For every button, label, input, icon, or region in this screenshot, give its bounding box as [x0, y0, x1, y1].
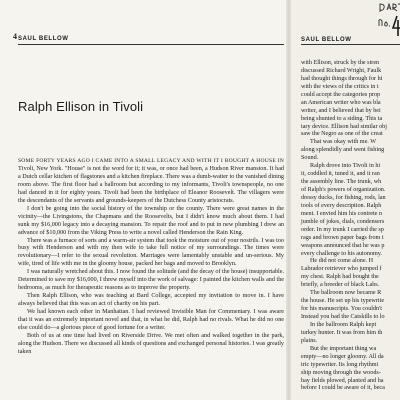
- body-text: [18, 158, 284, 357]
- text-line: That was okay with me. W: [310, 139, 377, 146]
- paragraph: We had known each other in Manhattan. I had reviewed Invisible Man for Commentary. I was aware that it was an extremely important novel and that, in what he did, Ralph had no rivals. What he did no one else could do—a glorious piece of good fortune for a writer.: [18, 309, 284, 332]
- text-line: it, coddled it, tuned it, and it ran: [301, 171, 380, 178]
- text-line: In the ballroom Ralph kept: [310, 321, 377, 328]
- paragraph: Both of us at one time had lived on Riverside Drive. We met often and walked together in the park, along the Hudson. There we discussed all kinds of questions and exchanged personal histories. I was greatly taken: [18, 332, 284, 355]
- paragraph: I don't be going into the social history of the township or the county. There were great names in the vicinity—the Livingstons, the Chapmans and the Roosevelts, but I didn't know much about them. I had sunk my $16,000 legacy into a decaying mansion. To repair the roof and to put in new plumbing I drew an advance of $10,000 from the Viking Press to write a novel called Henderson the Rain King.: [18, 205, 284, 236]
- text-line: order. In my trunk I carried the sp: [301, 226, 384, 233]
- text-line: writer, and I believed that by bei: [301, 107, 381, 114]
- paragraph: Then Ralph Ellison, who was teaching at Bard College, accepted my invitation to move in. I have always believed that this was an act of charity on his part.: [18, 293, 284, 308]
- text-line: He did not come alone. H: [310, 258, 374, 265]
- text-line: Sound.: [301, 155, 319, 162]
- text-line: ship moving through the woods-: [301, 369, 381, 376]
- text-line: being shunted to a siding. This ta: [301, 115, 383, 122]
- text-line: empty—no longer gloomy. All da: [301, 353, 384, 360]
- text-line: turkey hunter. It was from him th: [301, 329, 383, 336]
- text-line: of Ralph's powers of organization.: [301, 187, 386, 193]
- right-page: [291, 0, 400, 400]
- handwriting-mark-icon: [377, 2, 400, 46]
- text-line: the house. He set up his typewrite: [301, 298, 385, 305]
- text-line: dressy ducks, for fishing, rods, lan: [301, 194, 386, 201]
- text-line: ment. I envied him his contrete n: [301, 210, 383, 217]
- text-line: had thought things through for hi: [301, 75, 383, 82]
- handwritten-annotation: [377, 2, 400, 46]
- text-line: every challenge to his autonomy.: [301, 250, 382, 257]
- text-line: along splendidly and went fishing: [301, 147, 385, 154]
- text-line: with the views of the critics in t: [301, 83, 379, 90]
- right-column-text: [301, 60, 400, 393]
- text-line: rags and brown paper bags from t: [301, 234, 384, 241]
- text-line: for his manuscripts. You couldn't: [301, 306, 382, 313]
- text-line: saw the Negro as one of the creat: [301, 131, 383, 138]
- text-line: The ballroom now became R: [310, 290, 382, 297]
- head-rule-left: [18, 44, 284, 45]
- running-head-right: SAUL BELLOW: [301, 37, 352, 43]
- folio-number: 4: [13, 32, 17, 41]
- paragraph: I was naturally wretched about this. I now found the solitude (and the decay of the house) insupportable. Determined to save my $16,000, I threw myself into the work of salvage: I painted the kitchen walls and the bedrooms, as much for therapeutic reasons as to improve the property.: [18, 269, 284, 292]
- text-line: with Ellison, struck by the stren: [301, 60, 380, 66]
- text-line: tric typewriter. Its long rhythmi: [301, 361, 379, 368]
- text-line: But the important thing wa: [310, 345, 377, 352]
- text-line: before I could be aware of it, beca: [301, 385, 385, 392]
- head-rule-right: [301, 44, 400, 45]
- running-head-left: SAUL BELLOW: [18, 36, 69, 42]
- text-line: hay fields plowed, planted and ha: [301, 377, 384, 384]
- text-line: the assembly line. The trunk, wh: [301, 179, 382, 186]
- text-line: Instead you had the Catskills to lo: [301, 314, 385, 320]
- paragraph: There was a furnace of sorts and a warm-air system that took the moisture out of your nostrils. I was too busy with Henderson and with my then wife to take full notice of my surroundings. The times were revolutionary—I refer to the sexual revolution. Marriages were lamentably unstable and un-serious. My wife, tired of life with me in the gloomy house, packed her bags and moved to Brooklyn.: [18, 237, 284, 268]
- text-line: weapons announced that he was p: [301, 242, 385, 249]
- article-title: Ralph Ellison in Tivoli: [18, 99, 144, 114]
- paragraph: SOME FORTY YEARS AGO I CAME INTO A SMALL LEGACY AND WITH IT I BOUGHT A HOUSE IN Tivoli, New York. "House" is not the word for it; it was, or once had been, a Hudson River mansion. It had a Dutch cellar kitchen of flagstones and a kitchen fireplace. There was a dumb-waiter to the vanished dining room above. The first floor had a ballroom but according to my informants, Tivoli's townspeople, no one had danced in it for eighty years. Tivoli had been the birthplace of Eleanor Roosevelt. The villagers were the descendants of the servants and grounds-keepers of the Dutchess County aristocrats.: [18, 158, 284, 204]
- text-line: an American writer who was bla: [301, 99, 381, 106]
- text-line: jumble of jokes, dials, condensers: [301, 218, 385, 225]
- text-line: tools of every description. Ralph: [301, 202, 382, 209]
- text-line: could accept the categories prop: [301, 91, 381, 98]
- text-line: briefly, a breeder of black Labs.: [301, 282, 380, 289]
- text-line: plains.: [301, 337, 318, 344]
- text-line: tary device. Ellison had similar obj: [301, 123, 387, 130]
- text-line: Labrador retriever who jumped f: [301, 266, 382, 273]
- text-line: Ralph drove into Tivoli in hi: [310, 163, 381, 170]
- text-line: discussed Richard Wright, Faulk: [301, 67, 382, 74]
- text-line: my chest. Ralph had bought the: [301, 274, 379, 281]
